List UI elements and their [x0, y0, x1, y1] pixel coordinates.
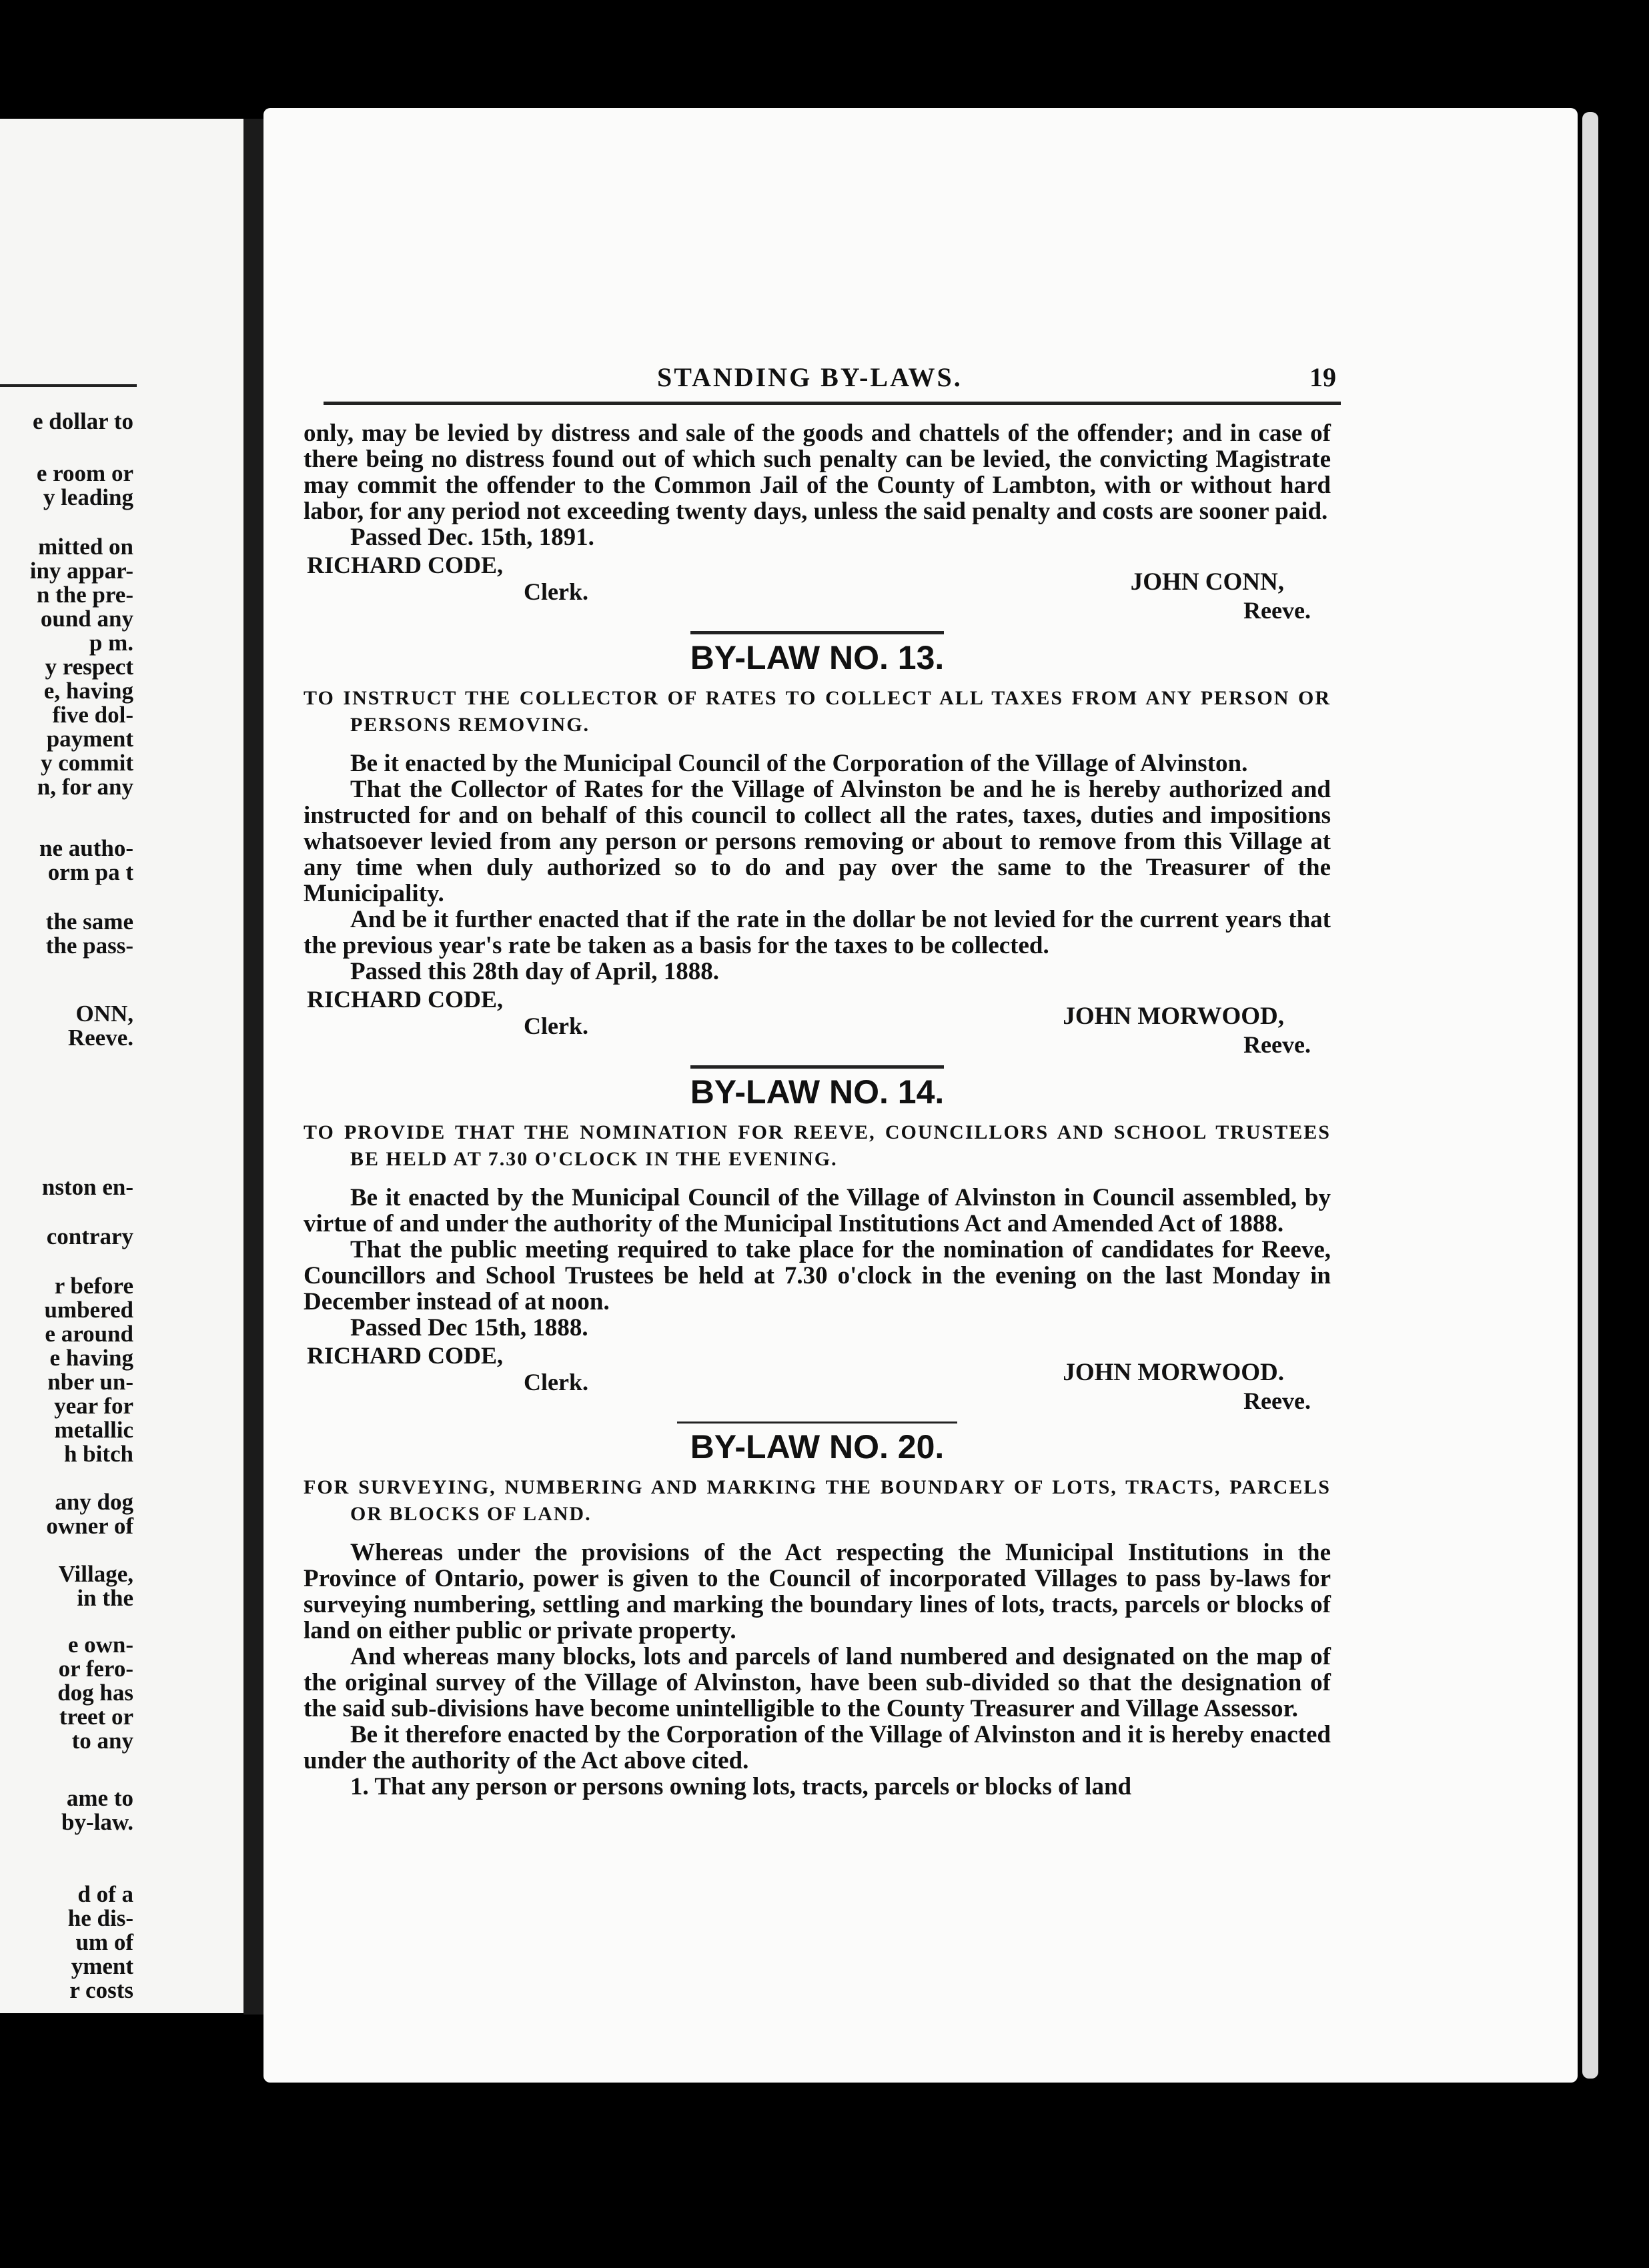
left-page-line: the same: [45, 909, 133, 935]
reeve-title: Reeve.: [1243, 1387, 1311, 1414]
left-page-line: umbered: [44, 1297, 133, 1323]
clerk-title: Clerk.: [524, 578, 588, 605]
continuation-paragraph: only, may be levied by distress and sale of the goods and chattels of the offender; and in case of there being no distress found out of which such penalty can be levied, the convicting Magistrate may commit the offender to the Common Jail of the County of Lambton, with or without hard labor, for any period not exceeding twenty days, unless the said penalty and costs are sooner paid.: [304, 420, 1331, 525]
right-page: [263, 108, 1578, 2083]
left-page-line: e own-: [67, 1632, 133, 1658]
left-page-line: um of: [75, 1929, 133, 1955]
left-page-line: yment: [71, 1953, 133, 1979]
reeve-title: Reeve.: [1243, 1031, 1311, 1058]
page-edge: [1582, 112, 1598, 2079]
reeve-name: JOHN MORWOOD,: [1063, 1003, 1284, 1030]
page-number: 19: [1309, 362, 1336, 392]
clerk-name: RICHARD CODE,: [307, 1342, 504, 1369]
book-spine: [243, 119, 263, 2015]
bylaw-paragraph: That the public meeting required to take place for the nomination of candidates for Reeve, Councillors and School Trustees be held at 7.30 o'clock in the evening on the last Monday in December instead of at noon.: [304, 1236, 1331, 1315]
continuation-section: [304, 420, 1331, 626]
left-page-line: year for: [54, 1393, 133, 1419]
left-page-line: e, having: [43, 678, 133, 704]
left-page-line: Reeve.: [67, 1025, 133, 1051]
left-page-line: e having: [49, 1345, 133, 1371]
bylaw-paragraph: And be it further enacted that if the rate in the dollar be not levied for the current years that the previous year's rate be taken as a basis for the taxes to be collected.: [304, 906, 1331, 959]
passed-date: Passed Dec. 15th, 1891.: [350, 524, 594, 551]
reeve-name: JOHN CONN,: [1130, 568, 1284, 596]
left-page-line: dog has: [57, 1680, 133, 1706]
left-page-line: e around: [45, 1321, 133, 1347]
left-page-line: treet or: [59, 1704, 133, 1730]
left-page-line: ound any: [40, 606, 133, 632]
left-page-line: r before: [54, 1273, 133, 1299]
left-page-line: n the pre-: [36, 582, 133, 608]
bylaw-heading: BY-LAW NO. 20.: [690, 1428, 945, 1466]
bylaw-paragraph: That the Collector of Rates for the Village of Alvinston be and he is hereby authorized and instructed for and on behalf of this council to collect all the rates, taxes, duties and impositions whatsoever levied from any person or persons removing or about to remove from this Village at any time when duly authorized so to do and pay over the same to the Treasurer of the Municipality.: [304, 776, 1331, 907]
bylaw-subtitle: TO INSTRUCT THE COLLECTOR OF RATES TO COLLECT ALL TAXES FROM ANY PERSON OR PERSONS REMOVING.: [304, 687, 1331, 736]
left-page-line: the pass-: [45, 933, 133, 959]
left-page-line: h bitch: [63, 1441, 133, 1467]
passed-date: Passed Dec 15th, 1888.: [350, 1314, 588, 1341]
bylaw-paragraph: Be it enacted by the Municipal Council of the Village of Alvinston in Council assembled, by virtue of and under the authority of the Municipal Institutions Act and Amended Act of 1888.: [304, 1184, 1331, 1237]
bylaw-heading: BY-LAW NO. 14.: [690, 1073, 945, 1111]
reeve-title: Reeve.: [1243, 597, 1311, 624]
bylaw-20-section: [304, 1422, 1331, 1800]
bylaw-paragraph: Be it therefore enacted by the Corporation of the Village of Alvinston and it is hereby enacted under the authority of the Act above cited.: [304, 1721, 1331, 1774]
left-page-line: he dis-: [67, 1905, 133, 1931]
signature-block: [304, 1341, 1331, 1416]
left-page-line: n, for any: [37, 774, 133, 800]
bylaw-paragraph: Be it enacted by the Municipal Council of the Corporation of the Village of Alvinston.: [350, 750, 1248, 777]
clerk-title: Clerk.: [524, 1369, 588, 1395]
left-page-line: nber un-: [47, 1369, 133, 1395]
left-page-line: p m.: [89, 630, 133, 656]
clerk-name: RICHARD CODE,: [307, 552, 504, 578]
bylaw-13-section: [304, 631, 1331, 1060]
clerk-name: RICHARD CODE,: [307, 986, 504, 1013]
header-rule: [324, 402, 1341, 405]
left-page-line: in the: [77, 1585, 133, 1611]
reeve-name: JOHN MORWOOD.: [1063, 1359, 1284, 1386]
left-page-line: d of a: [77, 1881, 133, 1907]
left-page-line: ne autho-: [39, 835, 133, 861]
bylaw-subtitle: TO PROVIDE THAT THE NOMINATION FOR REEVE, COUNCILLORS AND SCHOOL TRUSTEES BE HELD AT 7.30 O'CLOCK IN THE EVENING.: [304, 1121, 1331, 1170]
left-page-line: or fero-: [58, 1656, 133, 1682]
left-page-rule: [0, 384, 137, 387]
left-page-line: Village,: [58, 1561, 133, 1587]
left-page-line: contrary: [46, 1223, 133, 1249]
section-rule: [690, 1065, 944, 1069]
left-page-line: ame to: [66, 1785, 133, 1811]
section-rule: [677, 1422, 957, 1424]
left-page-line: metallic: [54, 1417, 133, 1443]
left-page-line: by-law.: [61, 1809, 133, 1835]
left-page-line: owner of: [46, 1513, 133, 1539]
bylaw-14-section: [304, 1065, 1331, 1416]
left-page-line: payment: [46, 726, 133, 752]
left-page-line: e dollar to: [32, 408, 133, 434]
running-header: STANDING BY-LAWS.: [657, 362, 963, 392]
left-page-line: any dog: [55, 1489, 133, 1515]
signature-block: [304, 985, 1331, 1060]
left-page-line: orm pa t: [47, 859, 133, 885]
left-page-line: five dol-: [52, 702, 133, 728]
left-page-line: y commit: [41, 750, 133, 776]
left-page-line: e room or: [36, 460, 133, 486]
left-page: [0, 119, 243, 2013]
left-page-line: to any: [71, 1728, 133, 1754]
left-page-line: ONN,: [75, 1001, 133, 1027]
bylaw-subtitle: FOR SURVEYING, NUMBERING AND MARKING THE BOUNDARY OF LOTS, TRACTS, PARCELS OR BLOCKS OF LAND.: [304, 1476, 1331, 1525]
bylaw-paragraph: 1. That any person or persons owning lots, tracts, parcels or blocks of land: [350, 1773, 1132, 1800]
left-page-line: r costs: [69, 1977, 133, 2003]
bylaw-heading: BY-LAW NO. 13.: [690, 639, 945, 676]
left-page-line: y leading: [43, 484, 133, 510]
left-page-line: iny appar-: [29, 558, 133, 584]
passed-date: Passed this 28th day of April, 1888.: [350, 958, 720, 985]
bylaw-paragraph: Whereas under the provisions of the Act respecting the Municipal Institutions in the Province of Ontario, power is given to the Council of incorporated Villages to pass by-laws for surveying numbering, settling and marking the boundary lines of lots, tracts, parcels or blocks of land on either public or private property.: [304, 1539, 1331, 1644]
signature-block: [304, 551, 1331, 626]
bylaw-paragraph: And whereas many blocks, lots and parcels of land numbered and designated on the map of the original survey of the Village of Alvinston, have been sub-divided so that the designation of the said sub-divisions have become unintelligible to the County Treasurer and Village Assessor.: [304, 1643, 1331, 1722]
section-rule: [690, 631, 944, 634]
left-page-line: nston en-: [41, 1174, 133, 1200]
clerk-title: Clerk.: [524, 1013, 588, 1039]
left-page-line: mitted on: [38, 534, 133, 560]
page-content: [304, 420, 1331, 1800]
left-page-line: y respect: [45, 654, 133, 680]
